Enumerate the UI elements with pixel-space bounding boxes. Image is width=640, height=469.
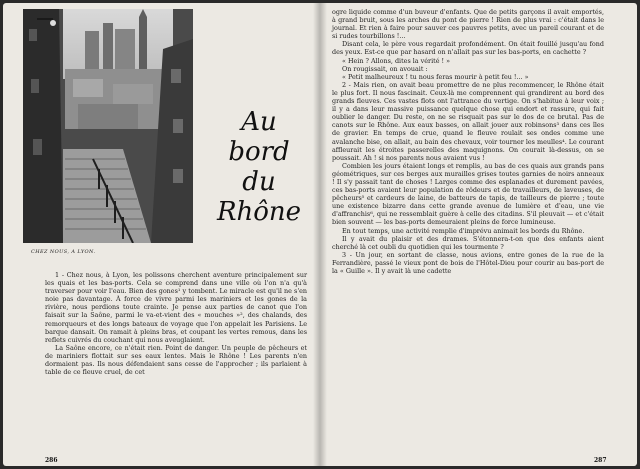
chapter-title [209, 107, 309, 227]
paragraph: Il y avait du plaisir et des drames. S'étonnera-t-on que des enfants aient cherché là cet oubli du quotidien qui les tourmente ? [332, 234, 604, 251]
lyon-street-photo-icon [23, 9, 193, 243]
right-page [320, 3, 637, 466]
photo-caption: CHEZ NOUS, A LYON. [31, 249, 96, 255]
page-number-left: 286 [45, 457, 58, 464]
book-gutter [313, 3, 327, 466]
book-spread [3, 3, 637, 466]
paragraph: 1 - Chez nous, à Lyon, les polissons cherchent aventure principalement sur les quais et les bas-ports. Cela se comprend dans une ville où l'on n'a qu'à traverser pour voir l'eau. Bien des gones¹ y tombent. Le miracle est qu'il ne s'en noie pas davantage. À force de vivre parmi les mariniers et les gones de la rivière, nous perdions toute crainte. Je pense aux parties de canot que l'on faisait sur la Saône, parmi le va-et-vient des « mouches »², des chalands, des remorqueurs et des longs bateaux de voyage que l'on appelait les Parisiens. Le barque dansait. On ramait à pleins bras, et coupant les vertes remous, dans les reflets cuivrés du couchant qui nous aveuglaient. [45, 271, 307, 344]
paragraph: En tout temps, une activité remplie d'imprévu animait les bords du Rhône. [342, 226, 585, 235]
paragraph: Disant cela, le père vous regardait profondément. On était fouillé jusqu'au fond des yeux. Est-ce que par hasard on n'allait pas sur les bas-ports, en cachette ? [332, 40, 604, 57]
page-number-right: 287 [594, 457, 607, 464]
paragraph: On rougissait, on avouait : [342, 64, 428, 73]
paragraph: ogre liquide comme d'un buveur d'enfants. Que de petits garçons il avait emportés, à grand bruit, sous les arches du pont de pierre ! Rien de plus vrai : c'était dans le journal. Et rien à faire pour sauver ces pauvres petits, avec un pareil courant et de si rudes tourbillons !... [332, 8, 604, 41]
paragraph: Combien les jours étaient longs et remplis, au bas de ces quais aux grands pans géométriques, sur ces berges aux murailles grises toutes garnies de noirs anneaux ! Il s'y passait tant de choses ! Larges comme des esplanades et durement pavées, ces bas-ports avaient leur population de rôdeurs et de travailleurs, de laveuses, de pêcheurs⁵ et cardeurs de laine, de batteurs de tapis, de tailleurs de pierre ; toute une existence bizarre dans cette grande avenue de lumière et d'eau, une vie d'affranchis⁶, qui ne ressemblait guère à celle des citadins. S'il pleuvait — et c'était bien souvent — les bas-ports demeuraient pleins de force lumineuse. [332, 161, 604, 227]
left-body-text [45, 271, 307, 376]
right-body-text [332, 8, 604, 275]
photo-lyon-stairs [23, 9, 193, 243]
paragraph: « Petit malheureux ! tu nous feras mourir à petit feu !... » [342, 72, 529, 81]
left-page [3, 3, 320, 466]
paragraph: 2 - Mais rien, on avait beau promettre de ne plus recommencer, le Rhône était le plus fort. Il nous fascinait. Ceux-là me comprennent qui grandirent au bord des grands fleuves. Ces vastes flots ont l'attrance du vertige. On s'habitue à leur voix ; il y a dans leur massive puissance quelque chose qui endort et rassure, qui fait oublier le danger. Du reste, on ne se risquait pas sur le dos de ce brutal. Pas de canots sur le Rhône. Aux eaux basses, on allait jouer aux robinsons³ dans ces îles de gravier. En temps de crue, quand le fleuve roulait ses ondes comme une avalanche bise, on allait, au bain des chevaux, voir tourner les meulles⁴. Le courant affleurait les étroites passerelles des maquignons. On courait là-dessus, on se poussait. Ah ! si nos parents nous avaient vus ! [332, 80, 604, 162]
paragraph: 3 - Un jour, en sortant de classe, nous avions, entre gones de la rue de la Ferrandière, passé le vieux pont de bois de l'Hôtel-Dieu pour courir au bas-port de la « Guille ». Il y avait là une cadette [332, 250, 604, 275]
paragraph: La Saône encore, ce n'était rien. Point de danger. Un peuple de pêcheurs et de mariniers flottait sur ses eaux lentes. Mais le Rhône ! Les parents n'en dormaient pas. Ils nous défendaient sans cesse de l'approcher ; ils parlaient à table de ce fleuve cruel, de cet [45, 343, 307, 377]
chapter-title-line1: Au bord [228, 107, 290, 167]
paragraph: « Hein ? Allons, dites la vérité ! » [342, 56, 451, 65]
chapter-title-line2: du Rhône [216, 167, 302, 227]
